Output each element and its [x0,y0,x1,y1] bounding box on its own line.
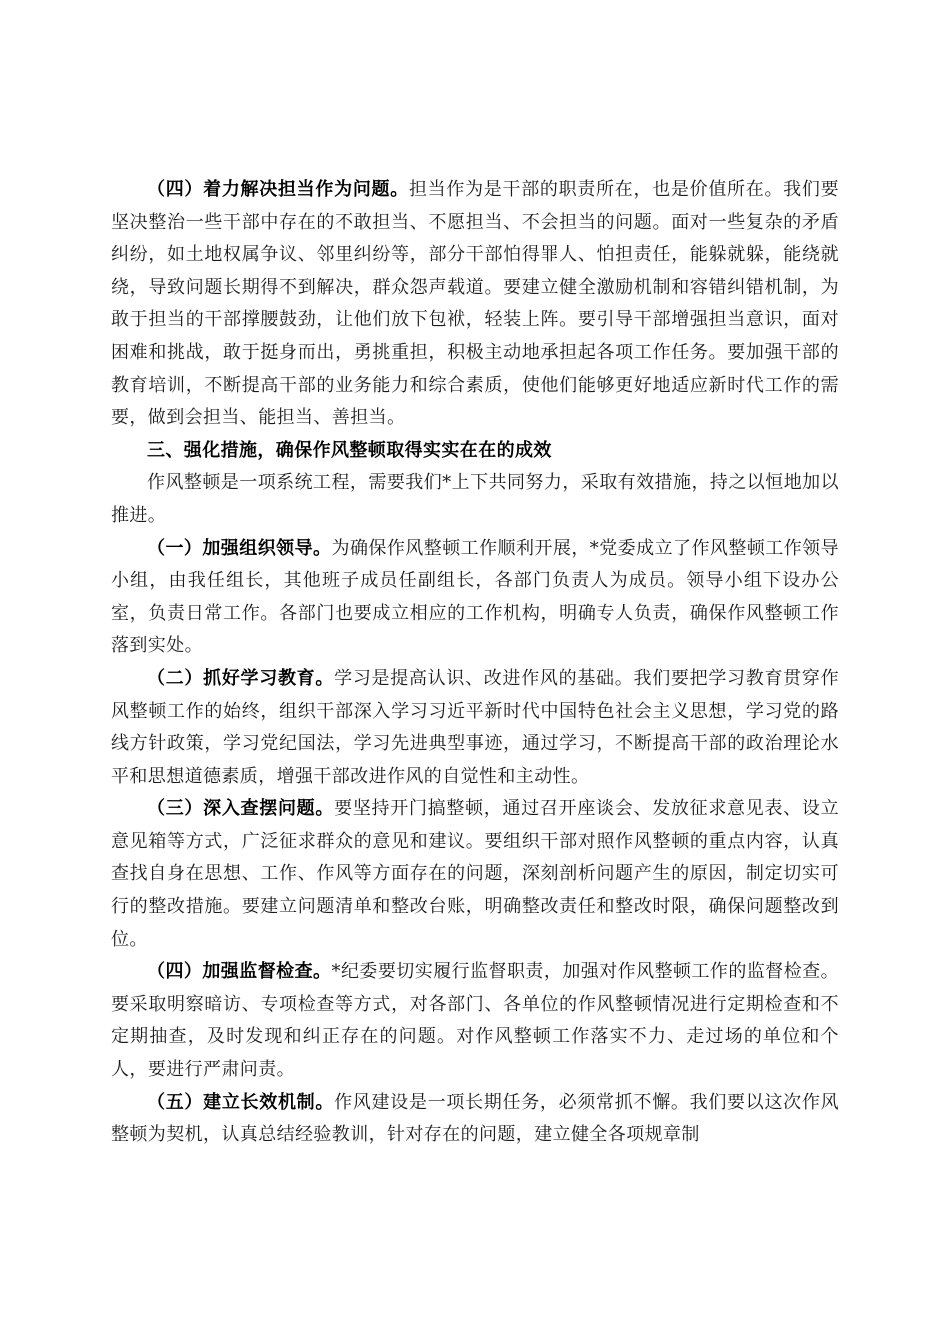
paragraph-study [111,663,839,793]
paragraph-heading: （三）深入查摆问题。 [147,798,335,820]
paragraph-organization [111,533,839,663]
paragraph-supervision [111,956,839,1086]
paragraph-intro [111,467,839,532]
paragraph-body: 学习是提高认识、改进作风的基础。我们要把学习教育贯穿作风整顿工作的始终，组织干部深入学习习近平新时代中国特色社会主义思想，学习党的路线方针政策，学习党纪国法，学习先进典型事迹，通过学习，不断提高干部的政治理论水平和思想道德素质，增强干部改进作风的自觉性和主动性。 [111,667,839,787]
paragraph-heading: （五）建立长效机制。 [147,1091,335,1113]
paragraph-problems [111,793,839,956]
paragraph-body: 担当作为是干部的职责所在，也是价值所在。我们要坚决整治一些干部中存在的不敢担当、不愿担当、不会担当的问题。面对一些复杂的矛盾纠纷，如土地权属争议、邻里纠纷等，部分干部怕得罪人、怕担责任，能躲就躲，能绕就绕，导致问题长期得不到解决，群众怨声载道。要建立健全激励机制和容错纠错机制，为敢于担当的干部撑腰鼓劲，让他们放下包袱，轻装上阵。要引导干部增强担当意识，面对困难和挑战，敢于挺身而出，勇挑重担，积极主动地承担起各项工作任务。要加强干部的教育培训，不断提高干部的业务能力和综合素质，使他们能够更好地适应新时代工作的需要，做到会担当、能担当、善担当。 [111,179,839,429]
paragraph-heading: （一）加强组织领导。 [147,537,332,559]
paragraph-responsibility [111,174,839,435]
paragraph-body: 作风建设是一项长期任务，必须常抓不懈。我们要以这次作风整顿为契机，认真总结经验教训，针对存在的问题，建立健全各项规章制 [111,1091,839,1146]
section-heading: 三、强化措施，确保作风整顿取得实实在在的成效 [147,439,552,461]
paragraph-heading: （二）抓好学习教育。 [147,667,335,689]
paragraph-heading: （四）加强监督检查。 [147,961,332,983]
paragraph-body: 作风整顿是一项系统工程，需要我们*上下共同努力，采取有效措施，持之以恒地加以推进。 [111,472,839,526]
paragraph-body: *纪委要切实履行监督职责，加强对作风整顿工作的监督检查。要采取明察暗访、专项检查等方式，对各部门、各单位的作风整顿情况进行定期检查和不定期抽查，及时发现和纠正存在的问题。对作风整顿工作落实不力、走过场的单位和个人，要进行严肃问责。 [111,961,840,1081]
paragraph-body: 要坚持开门搞整顿，通过召开座谈会、发放征求意见表、设立意见箱等方式，广泛征求群众的意见和建议。要组织干部对照作风整顿的重点内容，认真查找自身在思想、工作、作风等方面存在的问题，深刻剖析问题产生的原因，制定切实可行的整改措施。要建立问题清单和整改台账，明确整改责任和整改时限，确保问题整改到位。 [111,798,839,950]
paragraph-heading: （四）着力解决担当作为问题。 [147,179,409,200]
paragraph-mechanism [111,1087,839,1152]
paragraph-body: 为确保作风整顿工作顺利开展，*党委成立了作风整顿工作领导小组，由我任组长，其他班子成员任副组长，各部门负责人为成员。领导小组下设办公室，负责日常工作。各部门也要成立相应的工作机构，明确专人负责，确保作风整顿工作落到实处。 [111,537,840,657]
document-page [111,174,839,1152]
